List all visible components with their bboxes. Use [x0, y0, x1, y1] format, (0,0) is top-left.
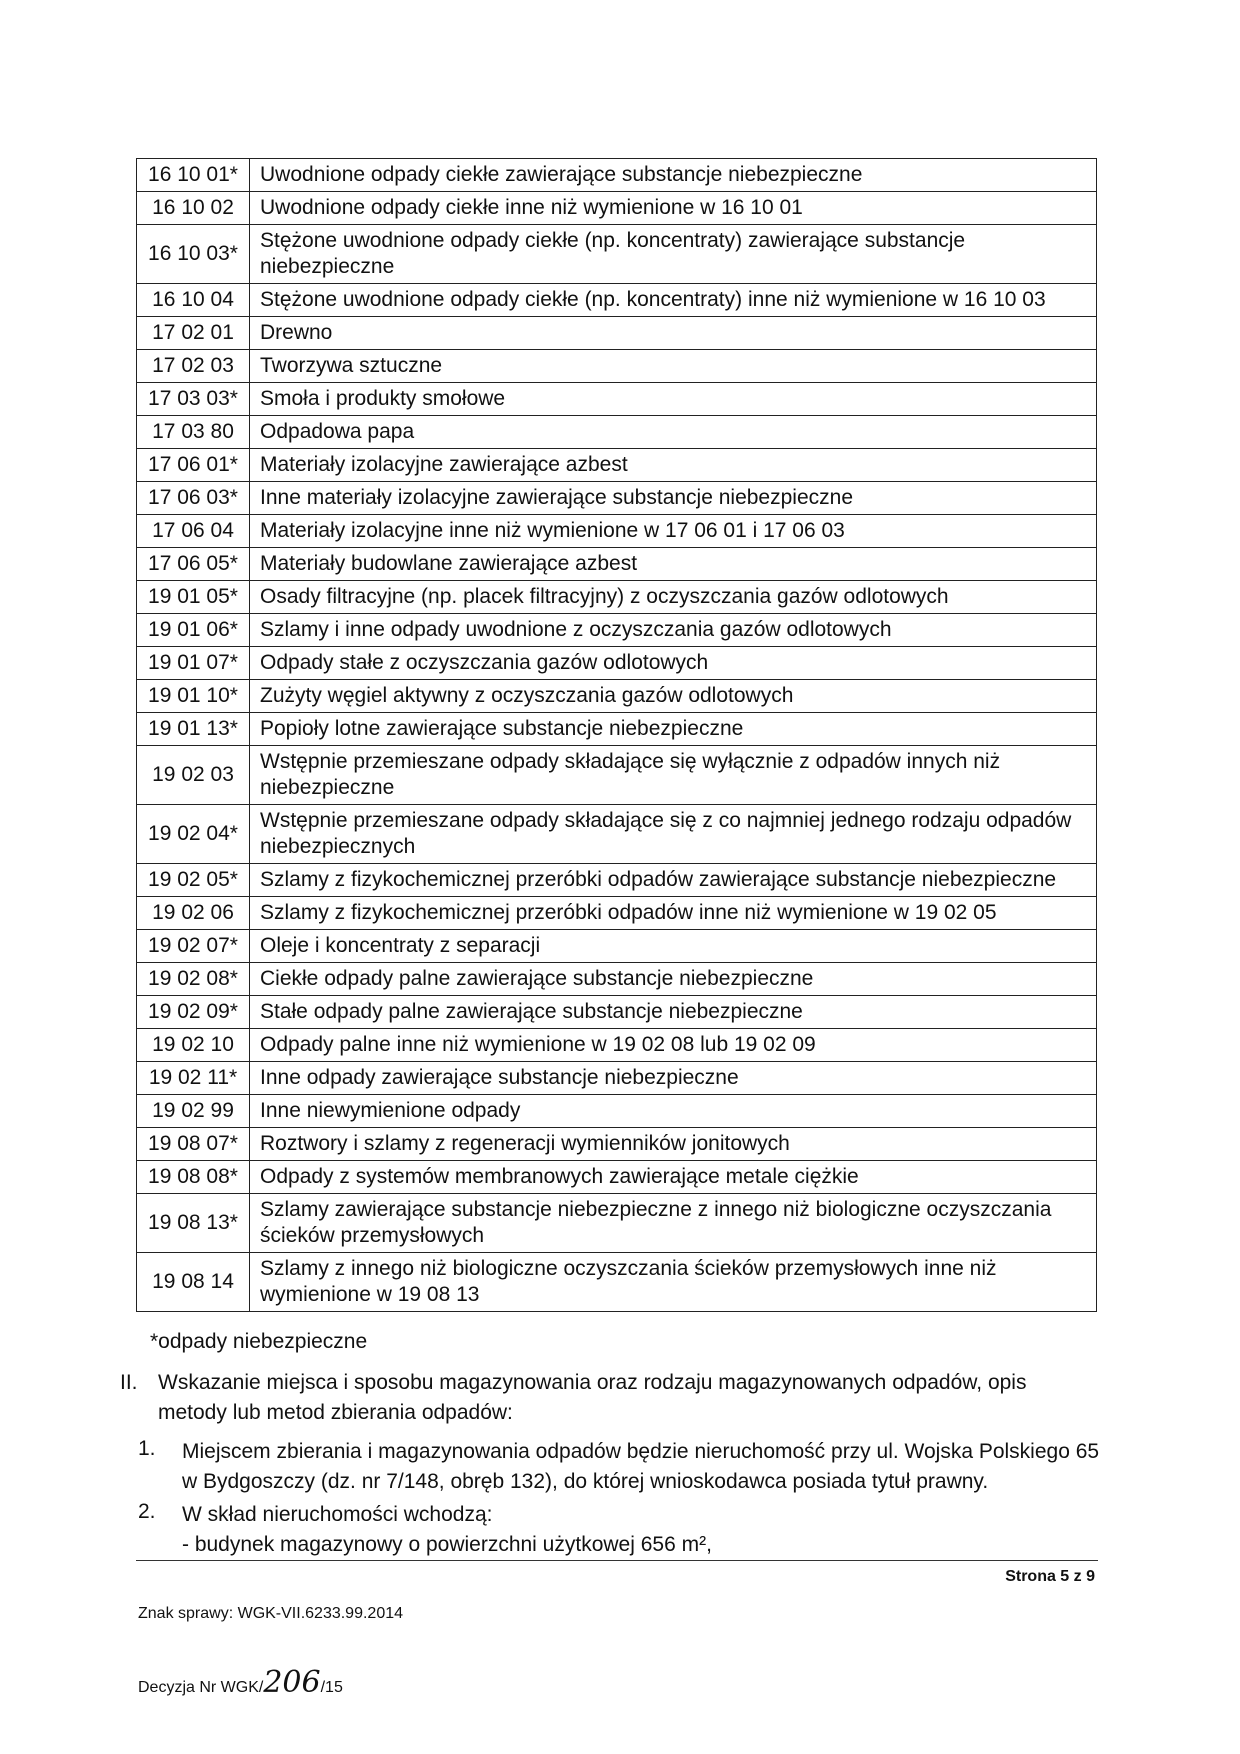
waste-code-cell: 16 10 02 — [137, 192, 250, 225]
waste-description-cell: Zużyty węgiel aktywny z oczyszczania gazów odlotowych — [250, 680, 1097, 713]
table-row — [137, 1253, 1097, 1312]
waste-description-cell: Stężone uwodnione odpady ciekłe (np. koncentraty) inne niż wymienione w 16 10 03 — [250, 284, 1097, 317]
waste-description-cell: Szlamy i inne odpady uwodnione z oczyszczania gazów odlotowych — [250, 614, 1097, 647]
table-row — [137, 284, 1097, 317]
waste-code-cell: 17 06 05* — [137, 548, 250, 581]
table-row — [137, 1062, 1097, 1095]
waste-description-cell: Popioły lotne zawierające substancje niebezpieczne — [250, 713, 1097, 746]
table-row — [137, 746, 1097, 805]
waste-description-cell: Uwodnione odpady ciekłe zawierające substancje niebezpieczne — [250, 159, 1097, 192]
waste-description-cell: Smoła i produkty smołowe — [250, 383, 1097, 416]
waste-code-cell: 16 10 01* — [137, 159, 250, 192]
table-row — [137, 1161, 1097, 1194]
table-row — [137, 548, 1097, 581]
table-row — [137, 317, 1097, 350]
table-row — [137, 515, 1097, 548]
waste-code-cell: 17 06 04 — [137, 515, 250, 548]
table-row — [137, 680, 1097, 713]
table-row — [137, 1128, 1097, 1161]
waste-description-cell: Materiały izolacyjne inne niż wymienione w 17 06 01 i 17 06 03 — [250, 515, 1097, 548]
table-row — [137, 1029, 1097, 1062]
table-row — [137, 930, 1097, 963]
waste-code-cell: 16 10 03* — [137, 225, 250, 284]
waste-code-cell: 16 10 04 — [137, 284, 250, 317]
hazardous-footnote: *odpady niebezpieczne — [150, 1330, 368, 1353]
section-heading: Wskazanie miejsca i sposobu magazynowania oraz rodzaju magazynowanych odpadów, opis metody lub metod zbierania odpadów: — [158, 1371, 1027, 1424]
waste-code-cell: 19 02 07* — [137, 930, 250, 963]
waste-description-cell: Inne odpady zawierające substancje niebezpieczne — [250, 1062, 1097, 1095]
waste-code-cell: 19 02 05* — [137, 864, 250, 897]
waste-description-cell: Drewno — [250, 317, 1097, 350]
waste-description-cell: Odpady stałe z oczyszczania gazów odlotowych — [250, 647, 1097, 680]
waste-code-cell: 19 02 03 — [137, 746, 250, 805]
waste-code-cell: 19 02 99 — [137, 1095, 250, 1128]
table-row — [137, 416, 1097, 449]
list-item-text: Miejscem zbierania i magazynowania odpadów będzie nieruchomość przy ul. Wojska Polskiego 65 w Bydgoszczy (dz. nr 7/148, obręb 132), do której wnioskodawca posiada tytuł prawny. — [182, 1440, 1100, 1493]
waste-description-cell: Odpadowa papa — [250, 416, 1097, 449]
table-row — [137, 192, 1097, 225]
waste-description-cell: Ciekłe odpady palne zawierające substancje niebezpieczne — [250, 963, 1097, 996]
waste-code-cell: 19 02 08* — [137, 963, 250, 996]
waste-description-cell: Stężone uwodnione odpady ciekłe (np. koncentraty) zawierające substancje niebezpieczne — [250, 225, 1097, 284]
waste-description-cell: Roztwory i szlamy z regeneracji wymienników jonitowych — [250, 1128, 1097, 1161]
table-row — [137, 482, 1097, 515]
waste-code-cell: 17 03 03* — [137, 383, 250, 416]
waste-code-cell: 19 02 11* — [137, 1062, 250, 1095]
waste-code-cell: 17 06 03* — [137, 482, 250, 515]
table-row — [137, 963, 1097, 996]
table-row — [137, 1194, 1097, 1253]
waste-description-cell: Oleje i koncentraty z separacji — [250, 930, 1097, 963]
waste-description-cell: Tworzywa sztuczne — [250, 350, 1097, 383]
table-row — [137, 897, 1097, 930]
waste-description-cell: Osady filtracyjne (np. placek filtracyjny) z oczyszczania gazów odlotowych — [250, 581, 1097, 614]
waste-code-cell: 19 08 13* — [137, 1194, 250, 1253]
waste-code-cell: 19 08 14 — [137, 1253, 250, 1312]
waste-codes-table — [136, 158, 1097, 1312]
waste-description-cell: Wstępnie przemieszane odpady składające się z co najmniej jednego rodzaju odpadów niebezpiecznych — [250, 805, 1097, 864]
list-item-number: 2. — [138, 1500, 156, 1523]
waste-code-cell: 19 01 06* — [137, 614, 250, 647]
case-number: Znak sprawy: WGK-VII.6233.99.2014 — [138, 1605, 404, 1622]
page-number: Strona 5 z 9 — [1005, 1568, 1095, 1585]
table-row — [137, 647, 1097, 680]
waste-description-cell: Szlamy z innego niż biologiczne oczyszczania ścieków przemysłowych inne niż wymienione w 19 08 13 — [250, 1253, 1097, 1312]
list-subitem: - budynek magazynowy o powierzchni użytkowej 656 m², — [182, 1533, 712, 1556]
waste-description-cell: Inne materiały izolacyjne zawierające substancje niebezpieczne — [250, 482, 1097, 515]
table-row — [137, 383, 1097, 416]
waste-description-cell: Materiały budowlane zawierające azbest — [250, 548, 1097, 581]
waste-code-cell: 19 02 04* — [137, 805, 250, 864]
waste-code-cell: 17 02 01 — [137, 317, 250, 350]
waste-code-cell: 17 06 01* — [137, 449, 250, 482]
waste-code-cell: 19 02 09* — [137, 996, 250, 1029]
waste-codes-table-body — [137, 159, 1097, 1312]
decision-handwritten-number: 206 — [263, 1665, 321, 1700]
table-row — [137, 449, 1097, 482]
waste-code-cell: 19 01 13* — [137, 713, 250, 746]
waste-description-cell: Odpady palne inne niż wymienione w 19 02 08 lub 19 02 09 — [250, 1029, 1097, 1062]
waste-code-cell: 17 03 80 — [137, 416, 250, 449]
table-row — [137, 1095, 1097, 1128]
waste-description-cell: Szlamy z fizykochemicznej przeróbki odpadów inne niż wymienione w 19 02 05 — [250, 897, 1097, 930]
table-row — [137, 713, 1097, 746]
footer-divider — [136, 1560, 1098, 1561]
table-row — [137, 614, 1097, 647]
list-item-main: W skład nieruchomości wchodzą: — [182, 1503, 493, 1526]
section-marker: II. — [120, 1371, 138, 1394]
waste-description-cell: Uwodnione odpady ciekłe inne niż wymienione w 16 10 01 — [250, 192, 1097, 225]
table-row — [137, 805, 1097, 864]
list-item-number: 1. — [138, 1437, 156, 1460]
waste-description-cell: Stałe odpady palne zawierające substancje niebezpieczne — [250, 996, 1097, 1029]
table-row — [137, 159, 1097, 192]
table-row — [137, 350, 1097, 383]
waste-code-cell: 19 08 08* — [137, 1161, 250, 1194]
list-item-text — [182, 1500, 1102, 1560]
decision-prefix: Decyzja Nr WGK/ — [138, 1679, 264, 1696]
waste-code-cell: 19 01 05* — [137, 581, 250, 614]
table-row — [137, 225, 1097, 284]
waste-code-cell: 19 02 06 — [137, 897, 250, 930]
table-row — [137, 996, 1097, 1029]
waste-description-cell: Szlamy zawierające substancje niebezpieczne z innego niż biologiczne oczyszczania ścieków przemysłowych — [250, 1194, 1097, 1253]
waste-description-cell: Odpady z systemów membranowych zawierające metale ciężkie — [250, 1161, 1097, 1194]
waste-code-cell: 17 02 03 — [137, 350, 250, 383]
decision-number — [138, 1665, 343, 1700]
waste-description-cell: Wstępnie przemieszane odpady składające się wyłącznie z odpadów innych niż niebezpieczne — [250, 746, 1097, 805]
waste-code-cell: 19 01 10* — [137, 680, 250, 713]
decision-suffix: /15 — [320, 1679, 343, 1696]
waste-description-cell: Inne niewymienione odpady — [250, 1095, 1097, 1128]
waste-code-cell: 19 02 10 — [137, 1029, 250, 1062]
waste-code-cell: 19 08 07* — [137, 1128, 250, 1161]
waste-description-cell: Materiały izolacyjne zawierające azbest — [250, 449, 1097, 482]
waste-description-cell: Szlamy z fizykochemicznej przeróbki odpadów zawierające substancje niebezpieczne — [250, 864, 1097, 897]
waste-code-cell: 19 01 07* — [137, 647, 250, 680]
table-row — [137, 581, 1097, 614]
table-row — [137, 864, 1097, 897]
